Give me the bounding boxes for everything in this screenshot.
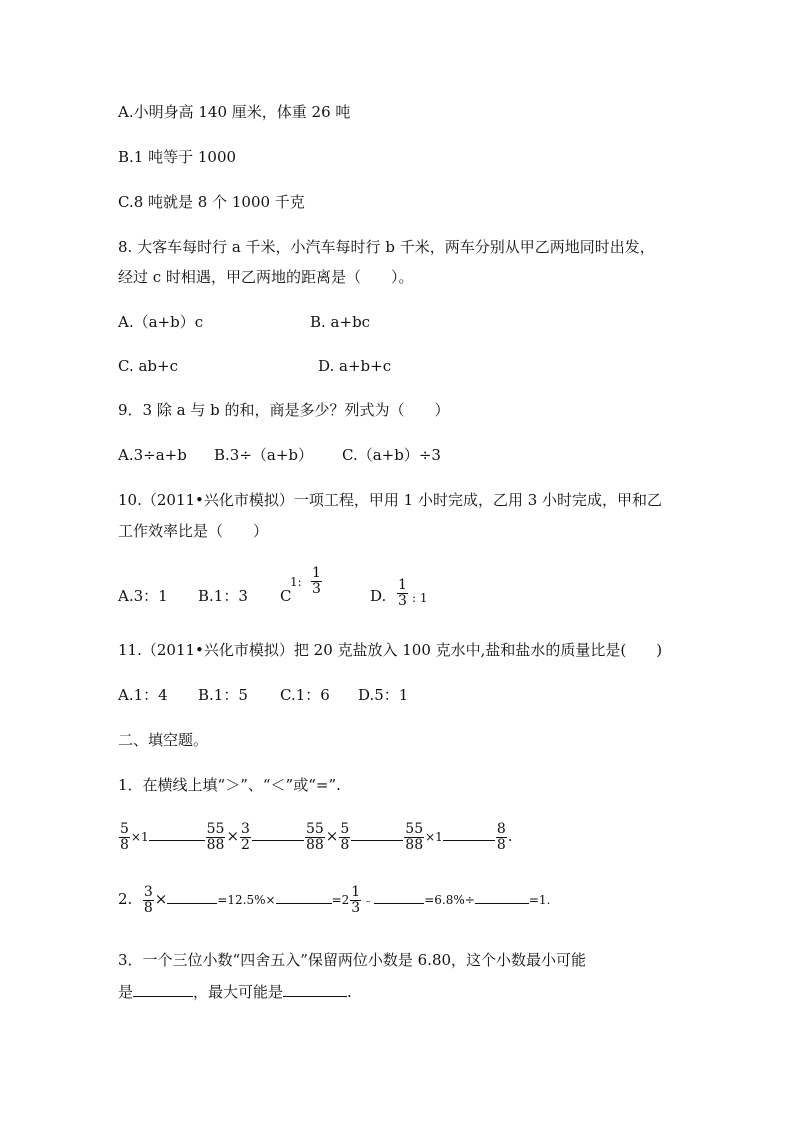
q11-option-b: B.1：5 (198, 686, 248, 704)
f1-term4-numerator: 55 (305, 820, 324, 837)
f1-term2-numerator: 55 (206, 820, 225, 837)
q8-option-a: A.（a+b）c (118, 313, 204, 331)
q8-option-d: D. a+b+c (318, 357, 392, 375)
f1-term5-numerator: 5 (340, 820, 350, 837)
q10-stem-line1: 10.（2011•兴化市模拟）一项工程，甲用 1 小时完成，乙用 3 小时完成，甲和乙 (118, 491, 663, 509)
q10-option-d-numerator: 1 (398, 577, 407, 593)
q9-stem: 9．3 除 a 与 b 的和，商是多少？列式为（ ） (118, 401, 450, 419)
q9-option-b: B.3÷（a+b） (214, 446, 314, 464)
f2-mixed-denominator: 3 (351, 899, 361, 916)
q10-option-d-fraction (396, 578, 409, 609)
f1-term4-operator: × (325, 827, 339, 845)
f1-blank-2[interactable] (252, 826, 304, 841)
f1-term6-numerator: 55 (405, 820, 424, 837)
q10-option-b: B.1：3 (198, 587, 248, 605)
f3-text-a: 是 (118, 983, 134, 1001)
f2-blank-2[interactable] (276, 889, 332, 904)
f1-term1-denominator: 8 (120, 836, 129, 853)
f1-end-period: . (507, 827, 513, 845)
q7-option-b: B.1 吨等于 1000 (118, 148, 237, 166)
f1-term3-denominator: 2 (241, 836, 250, 853)
f3-text-c: . (347, 983, 352, 1001)
f1-term1-operator: ×1 (130, 830, 149, 844)
f2-part4: =6.8%÷ (424, 893, 475, 907)
f1-term1-numerator: 5 (120, 820, 129, 837)
f2-minus: ﹣ (362, 893, 375, 907)
f2-part2: =2 (331, 893, 350, 907)
f1-term7-numerator: 8 (496, 820, 506, 837)
q8-stem-line1: 8. 大客车每时行 a 千米，小汽车每时行 b 千米，两车分别从甲乙两地同时出发， (118, 238, 655, 256)
q8-option-c: C. ab+c (118, 357, 178, 375)
q9-option-c: C.（a+b）÷3 (342, 446, 441, 464)
f3-text-b: ，最大可能是 (193, 983, 284, 1001)
f3-blank-max[interactable] (283, 982, 347, 997)
q8-stem-line2: 经过 c 时相遇，甲乙两地的距离是（ ）。 (118, 268, 414, 286)
q10-option-c-numerator: 1 (312, 565, 321, 581)
f2-blank-3[interactable] (374, 889, 424, 904)
f2-fraction-numerator: 3 (143, 883, 153, 900)
f1-blank-3[interactable] (351, 826, 403, 841)
q10-option-c-label: C (280, 587, 292, 605)
q11-stem: 11.（2011•兴化市模拟）把 20 克盐放入 100 克水中,盐和盐水的质量比是( ) (118, 641, 663, 659)
f1-term2-operator: × (226, 827, 240, 845)
q8-option-b: B. a+bc (310, 313, 371, 331)
f1-term2-denominator: 88 (206, 836, 225, 853)
section-title-fill-in: 二、填空题。 (118, 731, 209, 749)
f1-blank-1[interactable] (149, 826, 205, 841)
f2-blank-4[interactable] (475, 889, 529, 904)
f1-blank-4[interactable] (443, 826, 495, 841)
q10-stem-line2: 工作效率比是（ ） (118, 522, 269, 540)
f1-term6-denominator: 88 (405, 836, 424, 853)
f2-times: × (154, 890, 168, 908)
f1-comparisons (118, 820, 513, 852)
q10-option-c-denominator: 3 (312, 581, 321, 597)
f1-term7-denominator: 8 (496, 836, 506, 853)
f2-mixed-numerator: 1 (351, 883, 361, 900)
f3-stem-line1: 3．一个三位小数“四舍五入”保留两位小数是 6.80，这个小数最小可能 (118, 951, 587, 969)
q11-option-d: D.5：1 (358, 686, 409, 704)
q10-option-d-label: D. (370, 587, 387, 605)
q7-option-a: A.小明身高 140 厘米，体重 26 吨 (118, 103, 351, 121)
f2-fraction-denominator: 8 (143, 899, 153, 916)
f3-stem-line2 (118, 982, 352, 1002)
f1-term3-numerator: 3 (241, 820, 250, 837)
q10-option-c-fraction (310, 566, 323, 597)
f2-equation (118, 883, 550, 915)
f2-blank-1[interactable] (167, 889, 217, 904)
q10-option-a: A.3：1 (118, 587, 168, 605)
f1-term5-denominator: 8 (340, 836, 350, 853)
f2-part1: =12.5%× (217, 893, 276, 907)
f2-part5: =1. (528, 893, 551, 907)
f1-term4-denominator: 88 (305, 836, 324, 853)
q11-option-c: C.1：6 (280, 686, 330, 704)
f2-number: 2. (118, 890, 133, 908)
q10-option-c-ratio: 1: (290, 575, 302, 589)
q9-option-a: A.3÷a+b (118, 446, 187, 464)
q11-option-a: A.1：4 (118, 686, 168, 704)
q7-option-c: C.8 吨就是 8 个 1000 千克 (118, 193, 305, 211)
f1-stem: 1．在横线上填“＞”、“＜”或“=”. (118, 776, 341, 794)
q10-option-d-denominator: 3 (398, 593, 407, 609)
q10-option-d-ratio: : 1 (412, 591, 428, 605)
f3-blank-min[interactable] (133, 982, 193, 997)
f1-term6-operator: ×1 (425, 830, 443, 844)
